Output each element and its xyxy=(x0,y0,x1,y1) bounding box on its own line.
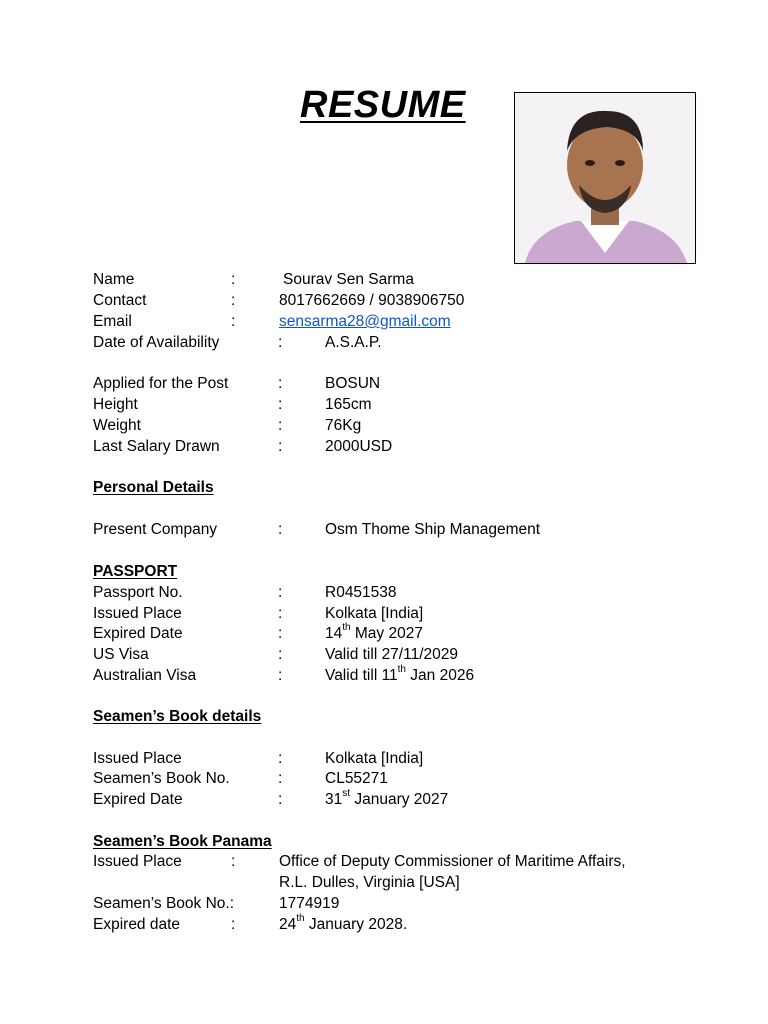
colon: : xyxy=(231,916,236,933)
panama-expiry-label: Expired date xyxy=(93,916,181,933)
colon: : xyxy=(278,334,283,351)
passport-no-label: Passport No. xyxy=(93,584,183,601)
company-value: Osm Thome Ship Management xyxy=(325,521,541,538)
panama-place-line2: R.L. Dulles, Virginia [USA] xyxy=(279,874,460,891)
ordinal-suffix: th xyxy=(296,912,305,924)
au-visa-label: Australian Visa xyxy=(93,667,197,684)
panama-place-label: Issued Place xyxy=(93,853,182,870)
colon: : xyxy=(278,521,283,538)
ordinal-suffix: th xyxy=(342,621,351,633)
panama-no-value: 1774919 xyxy=(279,895,340,912)
panama-place-line1: Office of Deputy Commissioner of Maritime Affairs, xyxy=(279,853,626,870)
email-label: Email xyxy=(93,313,132,330)
passport-no-value: R0451538 xyxy=(325,584,397,601)
colon: : xyxy=(278,605,283,622)
seamen-place-label: Issued Place xyxy=(93,750,182,767)
company-label: Present Company xyxy=(93,521,218,538)
availability-value: A.S.A.P. xyxy=(325,334,382,351)
contact-label: Contact xyxy=(93,292,147,309)
colon: : xyxy=(278,750,283,767)
colon: : xyxy=(278,646,283,663)
panama-expiry-value xyxy=(279,912,408,935)
colon: : xyxy=(278,791,283,808)
seamen-no-value: CL55271 xyxy=(325,770,388,787)
availability-label: Date of Availability xyxy=(93,334,220,351)
colon: : xyxy=(231,313,236,330)
passport-expiry-day: 14 xyxy=(325,625,343,642)
profile-photo xyxy=(514,92,696,264)
name-value: Sourav Sen Sarma xyxy=(283,271,414,288)
post-value: BOSUN xyxy=(325,375,381,392)
passport-expiry-rest: May 2027 xyxy=(350,625,423,642)
colon: : xyxy=(231,271,236,288)
colon: : xyxy=(231,292,236,309)
au-visa-pre: Valid till 11 xyxy=(325,667,398,684)
passport-place-label: Issued Place xyxy=(93,605,182,622)
height-label: Height xyxy=(93,396,138,413)
passport-expiry-label: Expired Date xyxy=(93,625,183,642)
colon: : xyxy=(278,438,283,455)
colon: : xyxy=(278,417,283,434)
panama-book-heading: Seamen’s Book Panama xyxy=(93,833,272,850)
seamen-expiry-day: 31 xyxy=(325,791,343,808)
colon: : xyxy=(278,375,283,392)
personal-details-heading: Personal Details xyxy=(93,479,214,496)
colon: : xyxy=(231,853,236,870)
seamen-expiry-rest: January 2027 xyxy=(350,791,449,808)
us-visa-label: US Visa xyxy=(93,646,149,663)
colon: : xyxy=(278,770,283,787)
panama-expiry-rest: January 2028. xyxy=(304,916,408,933)
us-visa-value: Valid till 27/11/2029 xyxy=(325,646,458,663)
au-visa-value xyxy=(325,663,475,686)
salary-label: Last Salary Drawn xyxy=(93,438,220,455)
seamen-expiry-label: Expired Date xyxy=(93,791,183,808)
ordinal-suffix: th xyxy=(397,663,406,675)
resume-title: RESUME xyxy=(300,84,466,126)
colon: : xyxy=(278,667,283,684)
name-label: Name xyxy=(93,271,135,288)
passport-heading: PASSPORT xyxy=(93,563,178,580)
seamen-no-label: Seamen’s Book No. xyxy=(93,770,230,787)
post-label: Applied for the Post xyxy=(93,375,229,392)
colon: : xyxy=(278,625,283,642)
seamen-expiry-value xyxy=(325,787,449,810)
passport-expiry-value xyxy=(325,621,423,644)
ordinal-suffix: st xyxy=(342,787,351,799)
panama-no-label: Seamen’s Book No.: xyxy=(93,895,235,912)
seamen-place-value: Kolkata [India] xyxy=(325,750,424,767)
weight-value: 76Kg xyxy=(325,417,362,434)
weight-label: Weight xyxy=(93,417,141,434)
colon: : xyxy=(278,396,283,413)
colon: : xyxy=(278,584,283,601)
salary-value: 2000USD xyxy=(325,438,393,455)
person-portrait-icon xyxy=(515,93,695,263)
seamen-book-heading: Seamen’s Book details xyxy=(93,708,262,725)
height-value: 165cm xyxy=(325,396,372,413)
panama-expiry-day: 24 xyxy=(279,916,297,933)
au-visa-rest: Jan 2026 xyxy=(406,667,475,684)
contact-value: 8017662669 / 9038906750 xyxy=(279,292,465,309)
passport-place-value: Kolkata [India] xyxy=(325,605,424,622)
email-link[interactable]: sensarma28@gmail.com xyxy=(279,313,451,330)
